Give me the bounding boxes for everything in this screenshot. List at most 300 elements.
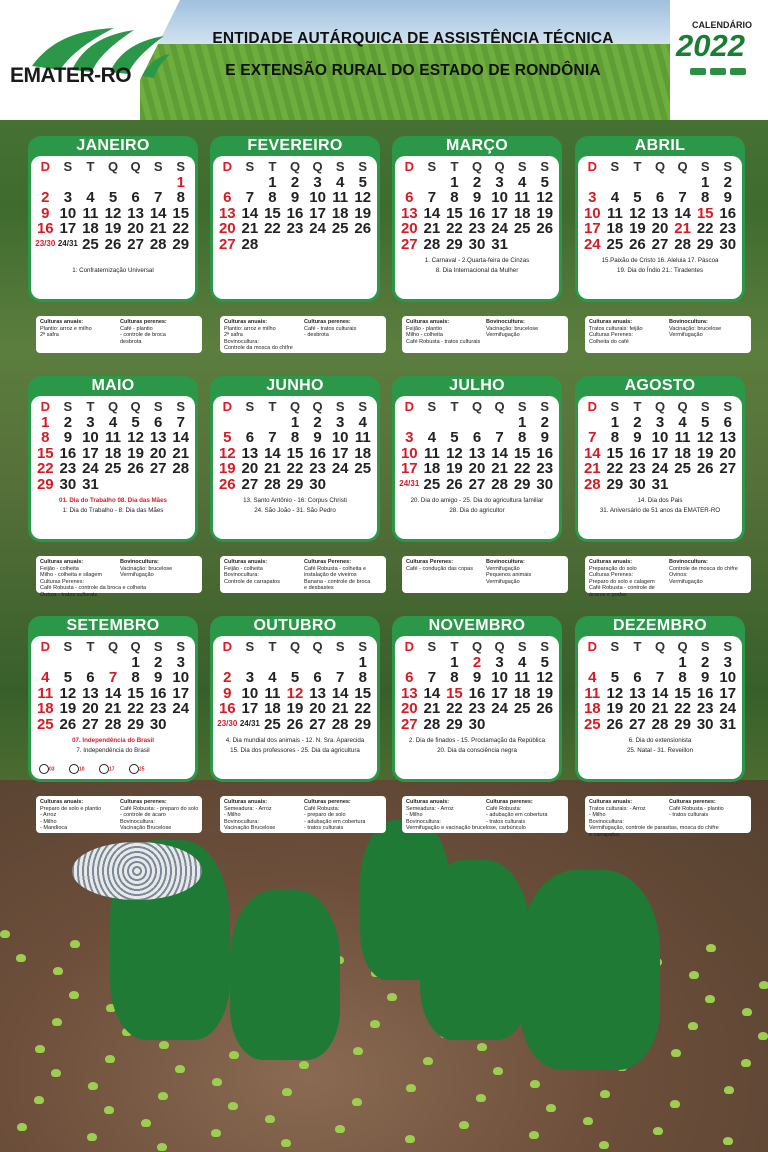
day-cell: 9 [701, 669, 710, 687]
week-row [581, 461, 739, 477]
weekday-label: T [268, 399, 277, 415]
day-cell: 30 [629, 475, 646, 493]
lettuce-sprout [228, 1102, 238, 1110]
moon-phase-icon [39, 764, 49, 774]
day-cell: 19 [629, 220, 646, 238]
day-cell: 28 [241, 235, 259, 253]
week-row [216, 655, 374, 671]
day-cell: 6 [223, 189, 232, 207]
day-cell: 25 [606, 235, 624, 253]
day-cell: 10 [172, 669, 190, 687]
notes-title: Culturas anuais: [589, 799, 633, 805]
notes-title: Culturas anuais: [406, 319, 450, 325]
lettuce-sprout [88, 1082, 98, 1090]
weekday-label: S [540, 399, 550, 415]
day-cell: 19 [286, 700, 304, 718]
day-cell: 30 [536, 475, 554, 493]
month-maio [28, 376, 198, 542]
month-days [31, 156, 195, 299]
day-cell: 25 [354, 460, 372, 478]
day-cell: 2 [313, 413, 322, 431]
day-cell: 18 [82, 220, 99, 238]
notes-line: Feijão - colheita [224, 565, 263, 572]
day-cell: 8 [518, 429, 527, 447]
day-cell: 26 [696, 460, 714, 478]
title-line-1: ENTIDADE AUTÁRQUICA DE ASSISTÊNCIA TÉCNICA [212, 30, 614, 47]
day-cell: 20 [651, 220, 669, 238]
lettuce-sprout [370, 1020, 380, 1028]
day-cell: 20 [149, 444, 167, 462]
day-cell: 28 [491, 475, 508, 493]
day-cell: 30 [468, 715, 486, 733]
day-cell: 24 [172, 700, 190, 718]
lettuce-sprout [600, 1090, 610, 1098]
activity-notes [585, 316, 751, 353]
day-cell: 26 [104, 235, 122, 253]
notes-title: Culturas Perenes: [304, 559, 352, 565]
lettuce-sprout [211, 1129, 221, 1137]
week-row [216, 461, 374, 477]
day-cell: 10 [400, 444, 418, 462]
day-cell: 25 [82, 235, 99, 253]
weekday-label: S [176, 399, 186, 415]
notes-line: - tratos culturais [304, 825, 344, 831]
day-cell: 18 [583, 700, 601, 718]
month-days [31, 396, 195, 539]
notes-title: Culturas anuais: [40, 319, 84, 325]
day-cell: 12 [536, 189, 554, 207]
day-cell: 8 [450, 189, 459, 207]
day-cell: 28 [583, 475, 601, 493]
day-cell: 30 [696, 715, 714, 733]
week-row [34, 206, 192, 222]
notes-column [669, 319, 721, 339]
day-cell: 12 [446, 444, 463, 462]
notes-line: desbrota [120, 338, 142, 345]
week-row [216, 701, 374, 717]
week-row [34, 415, 192, 431]
week-row [34, 430, 192, 446]
weekday-label: Q [494, 399, 505, 415]
day-cell: 17 [719, 684, 737, 702]
day-cell: 29 [172, 235, 190, 253]
week-row [34, 446, 192, 462]
activity-notes [36, 316, 202, 353]
weekday-label: Q [130, 399, 141, 415]
day-cell: 18 [513, 684, 531, 702]
day-cell: 8 [176, 189, 185, 207]
holiday-text: 7. Independência do Brasil [76, 747, 150, 754]
day-cell: 3 [63, 189, 73, 207]
day-cell: 11 [423, 444, 440, 462]
day-cell: 6 [405, 189, 414, 207]
day-cell: 17 [491, 204, 508, 222]
day-cell: 27 [400, 235, 418, 253]
day-cell: 24 [491, 220, 508, 238]
day-cell: 27 [651, 235, 669, 253]
week-row [34, 190, 192, 206]
day-cell: 20 [127, 220, 144, 238]
day-cell: 4 [610, 189, 620, 207]
day-cell: 29 [446, 235, 463, 253]
day-cell: 15 [446, 204, 463, 222]
weekday-header [216, 399, 374, 415]
activity-notes [220, 556, 386, 593]
day-cell: 2 [633, 413, 642, 431]
day-cell: 14 [331, 684, 349, 702]
day-cell: 7 [427, 669, 437, 687]
day-cell: 20 [82, 700, 99, 718]
weekday-label: Q [289, 639, 301, 655]
weekday-label: Q [677, 159, 688, 175]
day-cell: 29 [286, 475, 304, 493]
notes-line: Vermifugação [669, 578, 703, 585]
notes-line: Vacinação Brucelose [120, 825, 172, 831]
week-row [34, 461, 192, 477]
day-cell: 4 [41, 669, 50, 687]
activity-notes [36, 556, 202, 598]
weekday-label: S [427, 639, 437, 655]
month-name: AGOSTO [624, 377, 696, 394]
day-cell: 29 [36, 475, 54, 493]
day-cell: 19 [354, 204, 372, 222]
notes-line: - desbrota [304, 332, 329, 338]
week-row [34, 477, 192, 493]
day-cell: 2 [472, 173, 482, 191]
notes-line: Bovinocultura: [406, 818, 441, 825]
day-cell: 6 [472, 429, 482, 447]
day-cell: 19 [606, 700, 624, 718]
notes-line: Café - plantio [120, 325, 153, 332]
holiday-text: 4. Dia mundial dos animais - 12. N. Sra. Aparecida [225, 737, 365, 744]
day-number: 24/31 [239, 719, 260, 729]
week-row [398, 655, 556, 671]
notes-line: - Arroz [40, 812, 57, 818]
day-cell: 24 [719, 700, 737, 718]
day-cell: 28 [674, 235, 691, 253]
weekday-label: Q [654, 159, 666, 175]
weekday-label: S [176, 639, 186, 655]
day-cell: 27 [82, 715, 99, 733]
weekday-label: D [404, 639, 414, 655]
lettuce-sprout [387, 993, 397, 1001]
notes-line: Colheita do café [589, 338, 629, 345]
day-cell: 22 [696, 220, 714, 238]
notes-line: - preparo de solo [304, 812, 346, 818]
lettuce-sprout [0, 930, 10, 938]
weekday-label: T [633, 159, 642, 175]
notes-line: - Milho [589, 812, 606, 818]
lettuce-sprout [229, 1051, 239, 1059]
weekday-label: Q [494, 639, 505, 655]
day-cell: 12 [286, 684, 304, 702]
lettuce-sprout [529, 1131, 539, 1139]
day-cell: 8 [268, 189, 277, 207]
weekday-label: S [427, 399, 437, 415]
day-cell: 1 [450, 653, 459, 671]
day-cell: 12 [104, 204, 122, 222]
month-name: OUTUBRO [253, 617, 337, 634]
month-name: MAIO [91, 377, 135, 394]
day-cell: 28 [264, 475, 281, 493]
notes-line: - Milho [40, 818, 57, 825]
day-cell: 23 [149, 700, 167, 718]
day-cell: 9 [41, 204, 50, 222]
weekday-label: Q [130, 639, 141, 655]
notes-line: Tratos culturais: - Arroz [589, 805, 646, 812]
week-row [581, 670, 739, 686]
day-cell: 26 [59, 715, 77, 733]
day-cell: 1 [678, 653, 687, 671]
weekday-header [398, 159, 556, 175]
notes-line: Café Robusta - controle de [589, 585, 655, 591]
day-cell: 20 [719, 444, 737, 462]
weekday-header [216, 159, 374, 175]
notes-line: Café Robusta - colheita e [304, 565, 367, 572]
day-cell: 5 [701, 413, 710, 431]
lettuce-sprout [16, 954, 26, 962]
lettuce-sprout [175, 1065, 185, 1073]
notes-column [486, 559, 531, 585]
week-row [398, 477, 556, 493]
day-cell: 20 [468, 460, 486, 478]
weekday-header [581, 159, 739, 175]
day-cell [398, 480, 421, 488]
day-cell: 25 [423, 475, 441, 493]
day-cell: 5 [108, 189, 118, 207]
notes-line: Café Robusta: [486, 805, 522, 812]
lettuce-sprout [689, 971, 699, 979]
day-cell: 7 [154, 189, 163, 207]
weekday-label: S [335, 399, 345, 415]
weekday-label: Q [312, 399, 323, 415]
weekday-label: S [63, 639, 73, 655]
weekday-label: D [404, 399, 414, 415]
day-cell: 11 [674, 429, 691, 447]
week-row [581, 717, 739, 733]
weekday-label: Q [654, 399, 666, 415]
day-cell: 20 [218, 220, 236, 238]
day-cell: 2 [290, 173, 300, 191]
day-cell: 23 [59, 460, 77, 478]
day-cell: 2 [540, 413, 549, 431]
day-cell: 9 [290, 189, 300, 207]
notes-line: Ovinos: [669, 572, 688, 578]
day-cell: 9 [633, 429, 642, 447]
lettuce-sprout [546, 1104, 556, 1112]
day-cell: 5 [450, 429, 459, 447]
week-row [581, 190, 739, 206]
day-cell: 3 [723, 653, 732, 671]
week-row [216, 175, 374, 191]
day-cell: 28 [149, 235, 167, 253]
day-cell: 20 [400, 220, 418, 238]
day-cell: 24 [82, 460, 99, 478]
weekday-label: D [222, 159, 232, 175]
day-cell: 12 [59, 684, 77, 702]
day-cell: 9 [223, 684, 232, 702]
notes-line: Milho - colheita [406, 332, 443, 338]
day-cell: 1 [41, 413, 50, 431]
day-cell: 27 [719, 460, 737, 478]
month-days [395, 636, 559, 779]
lettuce-sprout [157, 1143, 167, 1151]
day-cell: 22 [354, 700, 372, 718]
week-row [216, 415, 374, 431]
month-days [213, 156, 377, 299]
lettuce-sprout [742, 1008, 752, 1016]
farm-worker [230, 890, 340, 1060]
notes-line: instalação de viveiros [304, 572, 357, 578]
month-name: MARÇO [446, 137, 508, 154]
month-days [578, 396, 742, 539]
day-cell: 4 [588, 669, 597, 687]
day-cell [57, 240, 80, 248]
month-days [213, 636, 377, 779]
week-row [581, 237, 739, 253]
notes-line: Vermifugação [486, 565, 520, 572]
day-cell: 10 [491, 189, 508, 207]
notes-title: Culturas perenes: [120, 319, 167, 325]
day-cell: 23 [629, 460, 646, 478]
day-cell: 21 [423, 220, 441, 238]
lettuce-sprout [706, 944, 716, 952]
day-cell: 24 [331, 460, 349, 478]
notes-line: Feijão - plantio [406, 325, 443, 332]
notes-line: Café Robusta - controle da broca e colheita [40, 585, 147, 591]
day-cell: 20 [241, 460, 259, 478]
notes-title: Culturas perenes: [304, 799, 351, 805]
day-cell: 13 [82, 684, 99, 702]
notes-line: Vacinação: brucelose [120, 565, 173, 572]
month-name: NOVEMBRO [428, 617, 526, 634]
weekday-label: D [404, 159, 414, 175]
day-cell: 2 [41, 189, 50, 207]
day-cell: 30 [309, 475, 326, 493]
notes-column [486, 319, 538, 339]
day-cell: 4 [358, 413, 367, 431]
week-row [581, 686, 739, 702]
day-number: 23/30 [217, 719, 238, 729]
day-cell: 26 [218, 475, 236, 493]
day-cell: 1 [610, 413, 620, 431]
notes-title: Bovinocultura: [120, 559, 159, 565]
weekday-label: S [700, 159, 710, 175]
day-cell: 9 [63, 429, 73, 447]
month-name: JUNHO [266, 377, 324, 394]
notes-column [406, 319, 480, 345]
day-cell: 15 [696, 204, 714, 222]
day-cell: 6 [405, 669, 414, 687]
day-cell: 15 [286, 444, 304, 462]
day-cell: 16 [468, 204, 486, 222]
day-cell: 23 [696, 700, 714, 718]
day-cell: 13 [629, 684, 646, 702]
day-cell: 17 [331, 444, 349, 462]
notes-column [120, 319, 167, 345]
day-cell: 22 [513, 460, 531, 478]
day-cell: 11 [514, 189, 531, 207]
notes-line: Banana - controle de broca [304, 578, 371, 585]
lettuce-sprout [299, 1061, 309, 1069]
day-cell: 22 [127, 700, 144, 718]
holiday-text: 1: Dia do Trabalho - 8: Dia das Mães [62, 507, 164, 514]
day-cell: 13 [309, 684, 326, 702]
day-cell: 31 [491, 235, 508, 253]
weekday-label: S [245, 399, 255, 415]
week-row [34, 686, 192, 702]
week-row [581, 175, 739, 191]
notes-line: Bovinocultura: [224, 818, 259, 825]
lettuce-sprout [423, 1057, 433, 1065]
day-cell: 1 [131, 653, 140, 671]
notes-line: - tratos culturais [486, 818, 526, 825]
day-cell: 6 [245, 429, 255, 447]
day-cell: 16 [286, 204, 304, 222]
lettuce-sprout [759, 981, 768, 989]
weekday-label: S [610, 159, 620, 175]
weekday-label: S [700, 399, 710, 415]
holiday-text: 07. Independência do Brasil [72, 737, 154, 744]
week-row [398, 670, 556, 686]
notes-column [224, 799, 275, 832]
day-cell: 5 [358, 173, 367, 191]
title-line-2: E EXTENSÃO RURAL DO ESTADO DE RONDÔNIA [225, 62, 601, 79]
lettuce-sprout [52, 1018, 62, 1026]
notes-line: Vacinação: brucelose [669, 325, 722, 332]
day-cell: 13 [719, 429, 737, 447]
notes-line: Preparo de solo e plantio [40, 805, 102, 812]
day-cell: 18 [36, 700, 54, 718]
weekday-label: S [517, 639, 527, 655]
day-cell: 14 [423, 204, 441, 222]
day-cell [34, 240, 57, 248]
day-cell: 11 [105, 429, 121, 447]
lettuce-sprout [353, 1047, 363, 1055]
day-cell: 4 [86, 189, 95, 207]
holiday-text: 14. Dia dos Pais [637, 497, 683, 504]
day-cell: 21 [172, 444, 190, 462]
day-cell: 10 [331, 429, 349, 447]
logo-text: EMATER-RO [10, 64, 132, 87]
weekday-label: D [222, 639, 232, 655]
weekday-label: Q [312, 159, 323, 175]
day-cell: 19 [536, 684, 554, 702]
lettuce-sprout [724, 1086, 734, 1094]
day-cell: 31 [82, 475, 99, 493]
notes-line: 2ª safra [224, 332, 243, 338]
lettuce-sprout [583, 1117, 593, 1125]
notes-title: Culturas anuais: [224, 319, 268, 325]
moon-phase [129, 764, 145, 774]
weekday-label: Q [677, 399, 688, 415]
notes-column [589, 319, 643, 345]
day-cell: 7 [588, 429, 597, 447]
day-cell: 23 [536, 460, 554, 478]
day-cell: 11 [354, 429, 371, 447]
weekday-header [581, 399, 739, 415]
lettuce-sprout [530, 1080, 540, 1088]
day-cell: 14 [264, 444, 281, 462]
weekday-header [581, 639, 739, 655]
day-cell: 5 [540, 653, 549, 671]
day-cell: 9 [472, 669, 482, 687]
day-cell: 13 [218, 204, 236, 222]
day-cell: 19 [59, 700, 77, 718]
weekday-label: S [245, 639, 255, 655]
week-row [216, 670, 374, 686]
day-cell: 12 [629, 204, 646, 222]
